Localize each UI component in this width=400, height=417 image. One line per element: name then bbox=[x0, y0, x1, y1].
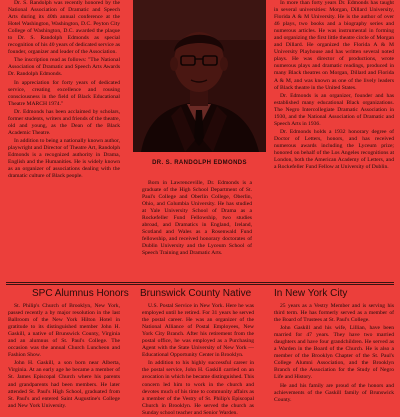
article-paragraph: 25 years as a Vestry Member and is serving his third term. He has formerly served as a member of the Board of Trustees at St. Paul's College. bbox=[274, 303, 394, 324]
bottom-right-article-column bbox=[274, 303, 394, 404]
top-right-article-column bbox=[274, 0, 394, 171]
photo-caption: DR. S. RANDOLPH EDMONDS bbox=[152, 160, 247, 166]
section-divider bbox=[6, 284, 394, 285]
article-paragraph: John Gaskill and his wife, Lillian, have been married for 47 years. They have two married daughters and have four grandchildren. He served as a Warden in the Board of the Church. He is also a member of the Brooklyn Chapter of the St. Paul's College Alumni Association, and the Brooklyn Branch of the Association for the Study of Negro Life and History. bbox=[274, 325, 394, 381]
article-paragraph: Dr. S. Randolph was recently honored by the National Association of Dramatic and Speech Arts during its 40th annual conference at the Hotel Washington, Washington, D.C. Peyton City College of Washington, D.C. awarded the plaque to Dr. S. Randolph Edmonds as special recognition of his 40 years of dedicated service as founder, organizer and leader of the Association. bbox=[8, 0, 120, 56]
article-paragraph: He and his family are proud of the honors and achievements of the Gaskill family of Brunswick County. bbox=[274, 382, 394, 403]
article-paragraph: In appreciation for forty years of dedicated service, creating excellence and rousing consciousness in the field of Black Educational Theatre MARCH 1974." bbox=[8, 79, 120, 107]
article-paragraph: U.S. Postal Service in New York. Here he was employed until he retired. For 31 years he served the postal career. He was an organizer of the National Alliance of Postal Employees, New York City Branch. After his retirement from the postal office, he was employed as a Purchasing Agent with the State University of New York — Educational Opportunity Center in Brooklyn. bbox=[142, 303, 254, 359]
article-paragraph: John H. Gaskill, a son born near Alberta, Virginia. At an early age he became a member of St. James Episcopal Church where his parents and grandparents had been members. He later attended St. Paul's High School, graduated from St. Paul's and entered Saint Augustine's College and New York University. bbox=[8, 360, 120, 409]
article-paragraph: The inscription read as follows: "The National Association of Dramatic and Speech Arts Awards Dr. Randolph Edmonds. bbox=[8, 57, 120, 78]
article-paragraph: Dr. Edmonds holds a 1932 honorary degree of Doctor of Letters, honors, and has received numerous awards including the Lyceum prize; honored on behalf of the Los Angeles recognitions at London, both the American Academy of Letters, and a Rockefeller Fund Fellow at University of Dublin. bbox=[274, 128, 394, 171]
top-middle-article-column bbox=[142, 180, 252, 258]
bottom-left-article-column bbox=[8, 303, 120, 410]
headline-right: In New York City bbox=[274, 288, 348, 299]
article-paragraph: In more than forty years Dr. Edmonds has taught in several universities: Morgan, Dillard University, Florida A & M University. He is the author of over 46 plays, two books and a biography series and numerous articles. He was instrumental in forming and organizing the first little theatre circle of Morgan and Dillard. He organized the Florida A & M University Playhouse and has written several noted plays. He was director of productions, wrote numerous plays and dramatic readings, produced in many Black theatres on Morgan, Dillard and Florida A & M, and was known as one of the lively leaders of Black theatre in the United States. bbox=[274, 0, 394, 91]
headline-middle: Brunswick County Native bbox=[140, 288, 252, 299]
portrait-photo bbox=[133, 0, 266, 152]
article-paragraph: Born in Lawrenceville, Dr. Edmonds is a graduate of the High School Department of St. Paul's College and Oberlin College, Oberlin, Ohio, and Columbia University. He has studied at Yale University School of Drama as a Rockefeller Fund Fellowship, two studies abroad, and Dramatics in England, Ireland, Scotland and Wales as a Rosenwald Fund fellowship, and received honorary doctorates of Dublin University and the Lyceum School of Speech Training and Dramatic Arts. bbox=[142, 180, 252, 257]
article-paragraph: In addition to his highly successful career in the postal service, John H. Gaskill carried on an avocation in which he became distinguished. This concern led him to work in the church and devotes much of his time to community affairs as a member of the Vestry of St. Philip's Episcopal Church in Brooklyn. He served the church as Sunday school teacher and Senior Warden. bbox=[142, 360, 254, 416]
top-left-article-column bbox=[8, 0, 120, 180]
article-paragraph: St. Philip's Church of Brooklyn, New York, passed recently a by major resolution in the last Ballroom of the New York Hilton Hotel in gratitude to its distinguished member John H. Gaskill, a native of Brunswick County, Virginia and an alumnus of St. Paul's College. The occasion was the annual Church Luncheon and Fashion Show. bbox=[8, 303, 120, 359]
article-paragraph: Dr. Edmonds is an organizer, founder and has established many educational Black organizations. The Negro Intercollegiate Dramatic Association in 1930, and the National Association of Dramatic and Speech Arts in 1936. bbox=[274, 92, 394, 127]
article-paragraph: In addition to being a nationally known author, playwright and Director of Theatre Art, Randolph Edmonds is a recognized authority in Drama, English and the Humanities. He is widely known as an organizer of associations dealing with the dramatic culture of Black people. bbox=[8, 137, 120, 180]
section-divider bbox=[6, 282, 394, 283]
article-paragraph: Dr. Edmonds has been acclaimed by scholars, former students, writers and friends of the theatre, old and young, as the Dean of the Black Academic Theatre. bbox=[8, 108, 120, 136]
headline-left: SPC Alumnus Honors bbox=[32, 288, 129, 299]
